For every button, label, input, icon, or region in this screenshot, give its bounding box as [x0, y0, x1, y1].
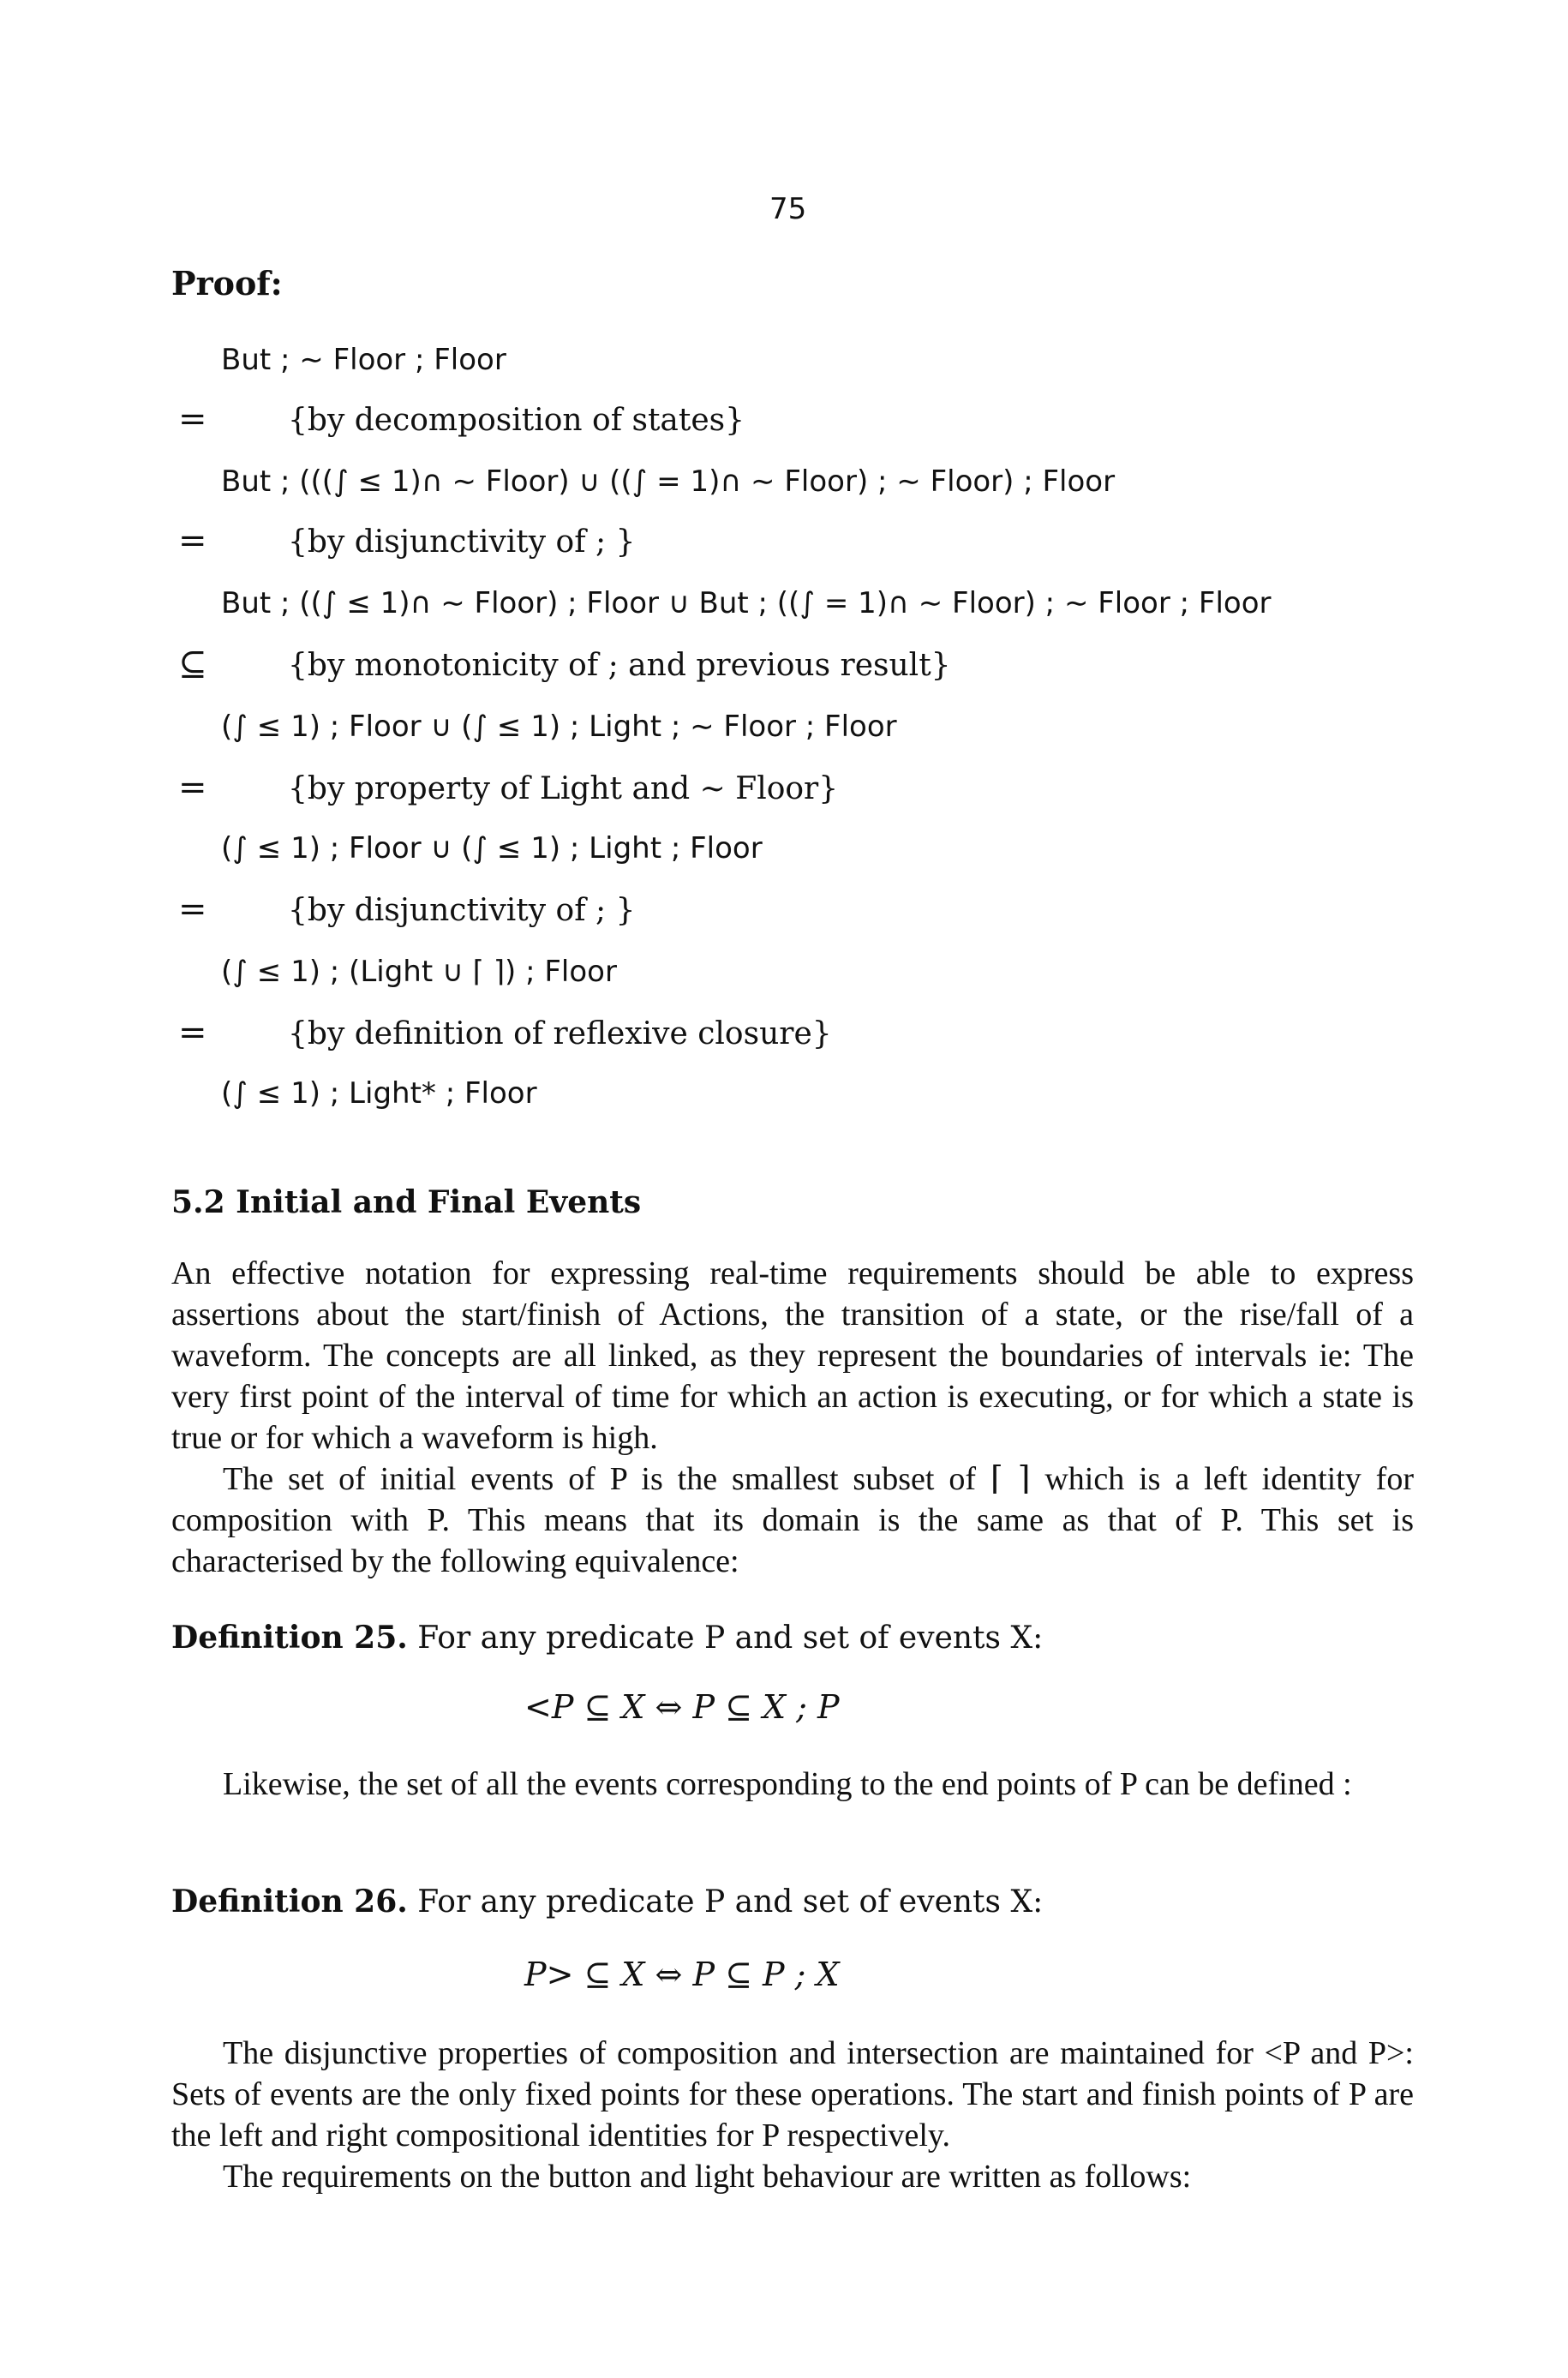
definition-25-label: Definition 25.	[171, 1620, 408, 1656]
paragraph-intro: An effective notation for expressing real-time requirements should be able to express assertions about the start/finish of Actions, the transition of a state, or the rise/fall of a waveform. The concepts are all linked, as they represent the boundaries of intervals ie: The very first point of the interval of time for which an action is executing, or for which a state is true or for which a waveform is high.	[171, 1255, 1414, 1456]
definition-25-formula: <P ⊆ X ⇔ P ⊆ X ; P	[524, 1688, 840, 1726]
proof-term-10: (∫ ≤ 1) ; (Light ∪ ⌈ ⌉) ; Floor	[221, 955, 617, 989]
proof-label: Proof:	[171, 264, 283, 302]
proof-term-2: But ; (((∫ ≤ 1)∩ ∼ Floor) ∪ ((∫ = 1)∩ ∼ Floor) ; ∼ Floor) ; Floor	[221, 464, 1116, 499]
proof-hint-9: {by disjunctivity of ; }	[288, 893, 636, 928]
definition-25-text: For any predicate P and set of events X:	[417, 1620, 1044, 1656]
definition-26-text: For any predicate P and set of events X:	[417, 1884, 1044, 1920]
proof-hint-3: {by disjunctivity of ; }	[288, 524, 636, 560]
definition-25	[171, 1620, 1043, 1656]
proof-term-12: (∫ ≤ 1) ; Light* ; Floor	[221, 1076, 537, 1111]
definition-26-formula: P> ⊆ X ⇔ P ⊆ P ; X	[524, 1956, 840, 1993]
proof-term-8: (∫ ≤ 1) ; Floor ∪ (∫ ≤ 1) ; Light ; Floor	[221, 831, 763, 866]
proof-relation-3: =	[178, 521, 207, 560]
proof-hint-11: {by definition of reflexive closure}	[288, 1016, 832, 1051]
proof-relation-7: =	[178, 768, 207, 807]
proof-term-0: But ; ∼ Floor ; Floor	[221, 343, 506, 377]
proof-hint-5: {by monotonicity of ; and previous result}	[288, 648, 951, 683]
paragraph-disjunctive: The disjunctive properties of composition and intersection are maintained for <P and P>: Sets of events are the only fixed points for these operations. The start and finish points of P are the left and right compositional identities for P respectively.	[171, 2035, 1414, 2153]
definition-26-label: Definition 26.	[171, 1884, 408, 1920]
proof-relation-11: =	[178, 1013, 207, 1052]
proof-relation-1: =	[178, 399, 207, 439]
proof-relation-9: =	[178, 890, 207, 929]
section-heading: 5.2 Initial and Final Events	[171, 1184, 642, 1220]
page-number: 75	[769, 192, 807, 226]
proof-relation-5: ⊆	[178, 644, 207, 684]
proof-hint-1: {by decomposition of states}	[288, 403, 745, 438]
definition-26	[171, 1884, 1043, 1920]
proof-term-4: But ; ((∫ ≤ 1)∩ ∼ Floor) ; Floor ∪ But ; ((∫ = 1)∩ ∼ Floor) ; ∼ Floor ; Floor	[221, 586, 1272, 620]
paragraph-initial-events: The set of initial events of P is the smallest subset of ⌈ ⌉ which is a left identity for composition with P. This means that its domain is the same as that of P. This set is characterised by the following equivalence:	[171, 1461, 1414, 1579]
proof-term-6: (∫ ≤ 1) ; Floor ∪ (∫ ≤ 1) ; Light ; ∼ Floor ; Floor	[221, 710, 897, 744]
paragraph-requirements: The requirements on the button and light behaviour are written as follows:	[223, 2159, 1192, 2195]
paragraph-end-points: Likewise, the set of all the events corresponding to the end points of P can be defined :	[223, 1766, 1352, 1802]
proof-hint-7: {by property of Light and ∼ Floor}	[288, 771, 839, 806]
